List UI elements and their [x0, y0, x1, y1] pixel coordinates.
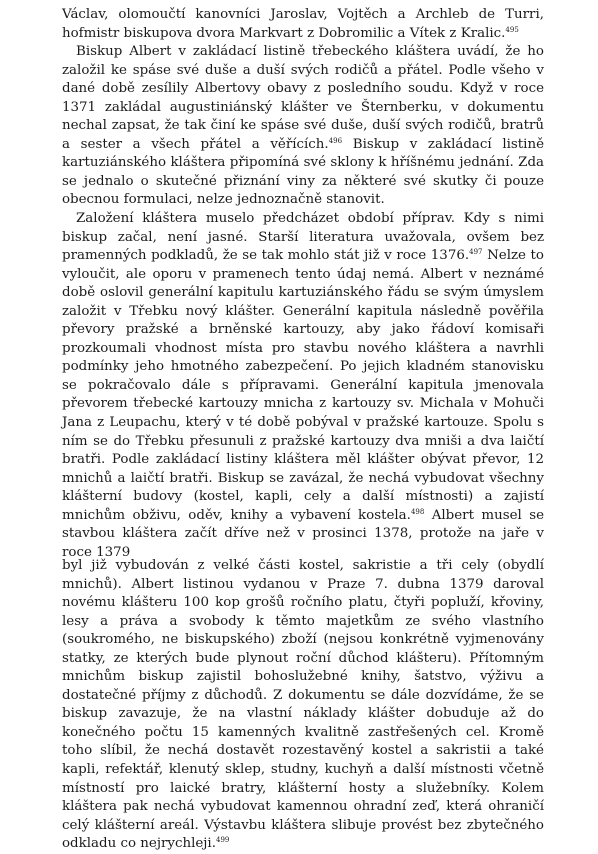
- paragraph-4: [62, 557, 544, 854]
- footnote-ref-496[interactable]: 496: [328, 136, 343, 145]
- footnote-ref-495[interactable]: 495: [505, 25, 519, 34]
- paragraph-3: [62, 210, 544, 562]
- footnote-ref-499[interactable]: 499: [215, 836, 230, 845]
- lower-text-block: [62, 557, 544, 854]
- paragraph-text: byl již vybudován z velké části kostel, sakristie a tři cely (obydlí mnichů). Albert listinou vydanou v Praze 7. dubna 1379 daroval novému klášteru 100 kop grošů ročního platu, čtyři popluží, křoviny, lesy a práva a svobody k těmto majetkům ze svého vlastního (soukromého, ne biskupského) zboží (nejsou konkrétně vyjmenovány statky, ze kterých bude plynout roční důchod klášteru). Přítomným mnichům biskup zajistil bohoslužebné knihy, šatstvo, výživu a dostatečné příjmy z důchodů. Z dokumentu se dále dozvídáme, že se biskup zavazuje, že na vlastní náklady klášter dobuduje až do konečného počtu 15 kamenných kvalitně zastřešených cel. Kromě toho slíbil, že nechá dostavět rozestavěný kostel a sakristii a také kapli, refektář, klenutý sklep, studny, kuchyň a další místnosti včetně místností pro laické bratry, klášterní hosty a služebníky. Kolem kláštera pak nechá vybudovat kamennou ohradní zeď, která ohraničí celý klášterní areál. Výstavbu kláštera slibuje provést bez zbytečného odkladu co nejrychleji.: [62, 558, 544, 852]
- paragraph-text-end: Albert musel se stavbou kláštera začít dříve než v prosinci 1378, protože na jaře v roce 1379: [62, 507, 545, 560]
- paragraph-text: Založení kláštera muselo předcházet období příprav. Kdy s nimi biskup začal, není jasné. Starší literatura uvažovala, ovšem bez pramenných podkladů, že se tak mohlo stát již v roce 1376.: [62, 211, 544, 264]
- footnote-ref-498[interactable]: 498: [410, 507, 425, 516]
- upper-text-block: [62, 6, 544, 562]
- paragraph-1: [62, 6, 544, 43]
- paragraph-2: [62, 43, 544, 210]
- footnote-ref-497[interactable]: 497: [469, 248, 483, 257]
- paragraph-text: Biskup Albert v zakládací listině třebeckého kláštera uvádí, že ho založil ke spáse své duše a duší svých rodičů a přátel. Podle všeho v dané době zesílily Albertovy obavy z posledního soudu. Když v roce 1371 zakládal augustiniánský klášter ve Šternberku, v dokumentu nechal zapsat, že tak činí ke spáse své duše, duší svých rodičů, bratrů a sester a všech přátel a věřících.: [62, 44, 544, 152]
- paragraph-text-continued: Nelze to vyloučit, ale oporu v pramenech tento údaj nemá. Albert v neznámé době oslovil generální kapitulu kartuziánského řádu se svým úmyslem založit v Třebku nový klášter. Generální kapitula následně pověřila převory pražské a brněnské kartouzy, aby jako řádoví komisaři prozkoumali vhodnost místa pro stavbu nového kláštera a navrhli podmínky jeho hmotného zabezpečení. Po jejich kladném stanovisku se pokračovalo dále s přípravami. Generální kapitula jmenovala převorem třebecké kartouzy mnicha z kartouzy sv. Michala v Mohuči Jana z Leupachu, který v té době pobýval v pražské kartouze. Spolu s ním se do Třebku přesunuli z pražské kartouzy dva mniši a dva laičtí bratři. Podle zakládací listiny kláštera měl klášter obývat převor, 12 mnichů a laičtí bratři. Biskup se zavázal, že nechá vybudovat všechny klášterní budovy (kostel, kapli, cely a další místnosti) a zajistí mnichům obživu, oděv, knihy a vybavení kostela.: [62, 248, 544, 523]
- paragraph-text-continued: Biskup v zakládací listině kartuziánského kláštera připomíná své sklony k hříšnému jednání. Zda se jednalo o skutečné přiznání viny za některé své skutky či pouze obecnou formulaci, nelze jednoznačně stanovit.: [62, 136, 544, 208]
- paragraph-text: Václav, olomoučtí kanovníci Jaroslav, Vojtěch a Archleb de Turri, hofmistr biskupova dvora Markvart z Dobromilic a Vítek z Kralic.: [62, 7, 544, 41]
